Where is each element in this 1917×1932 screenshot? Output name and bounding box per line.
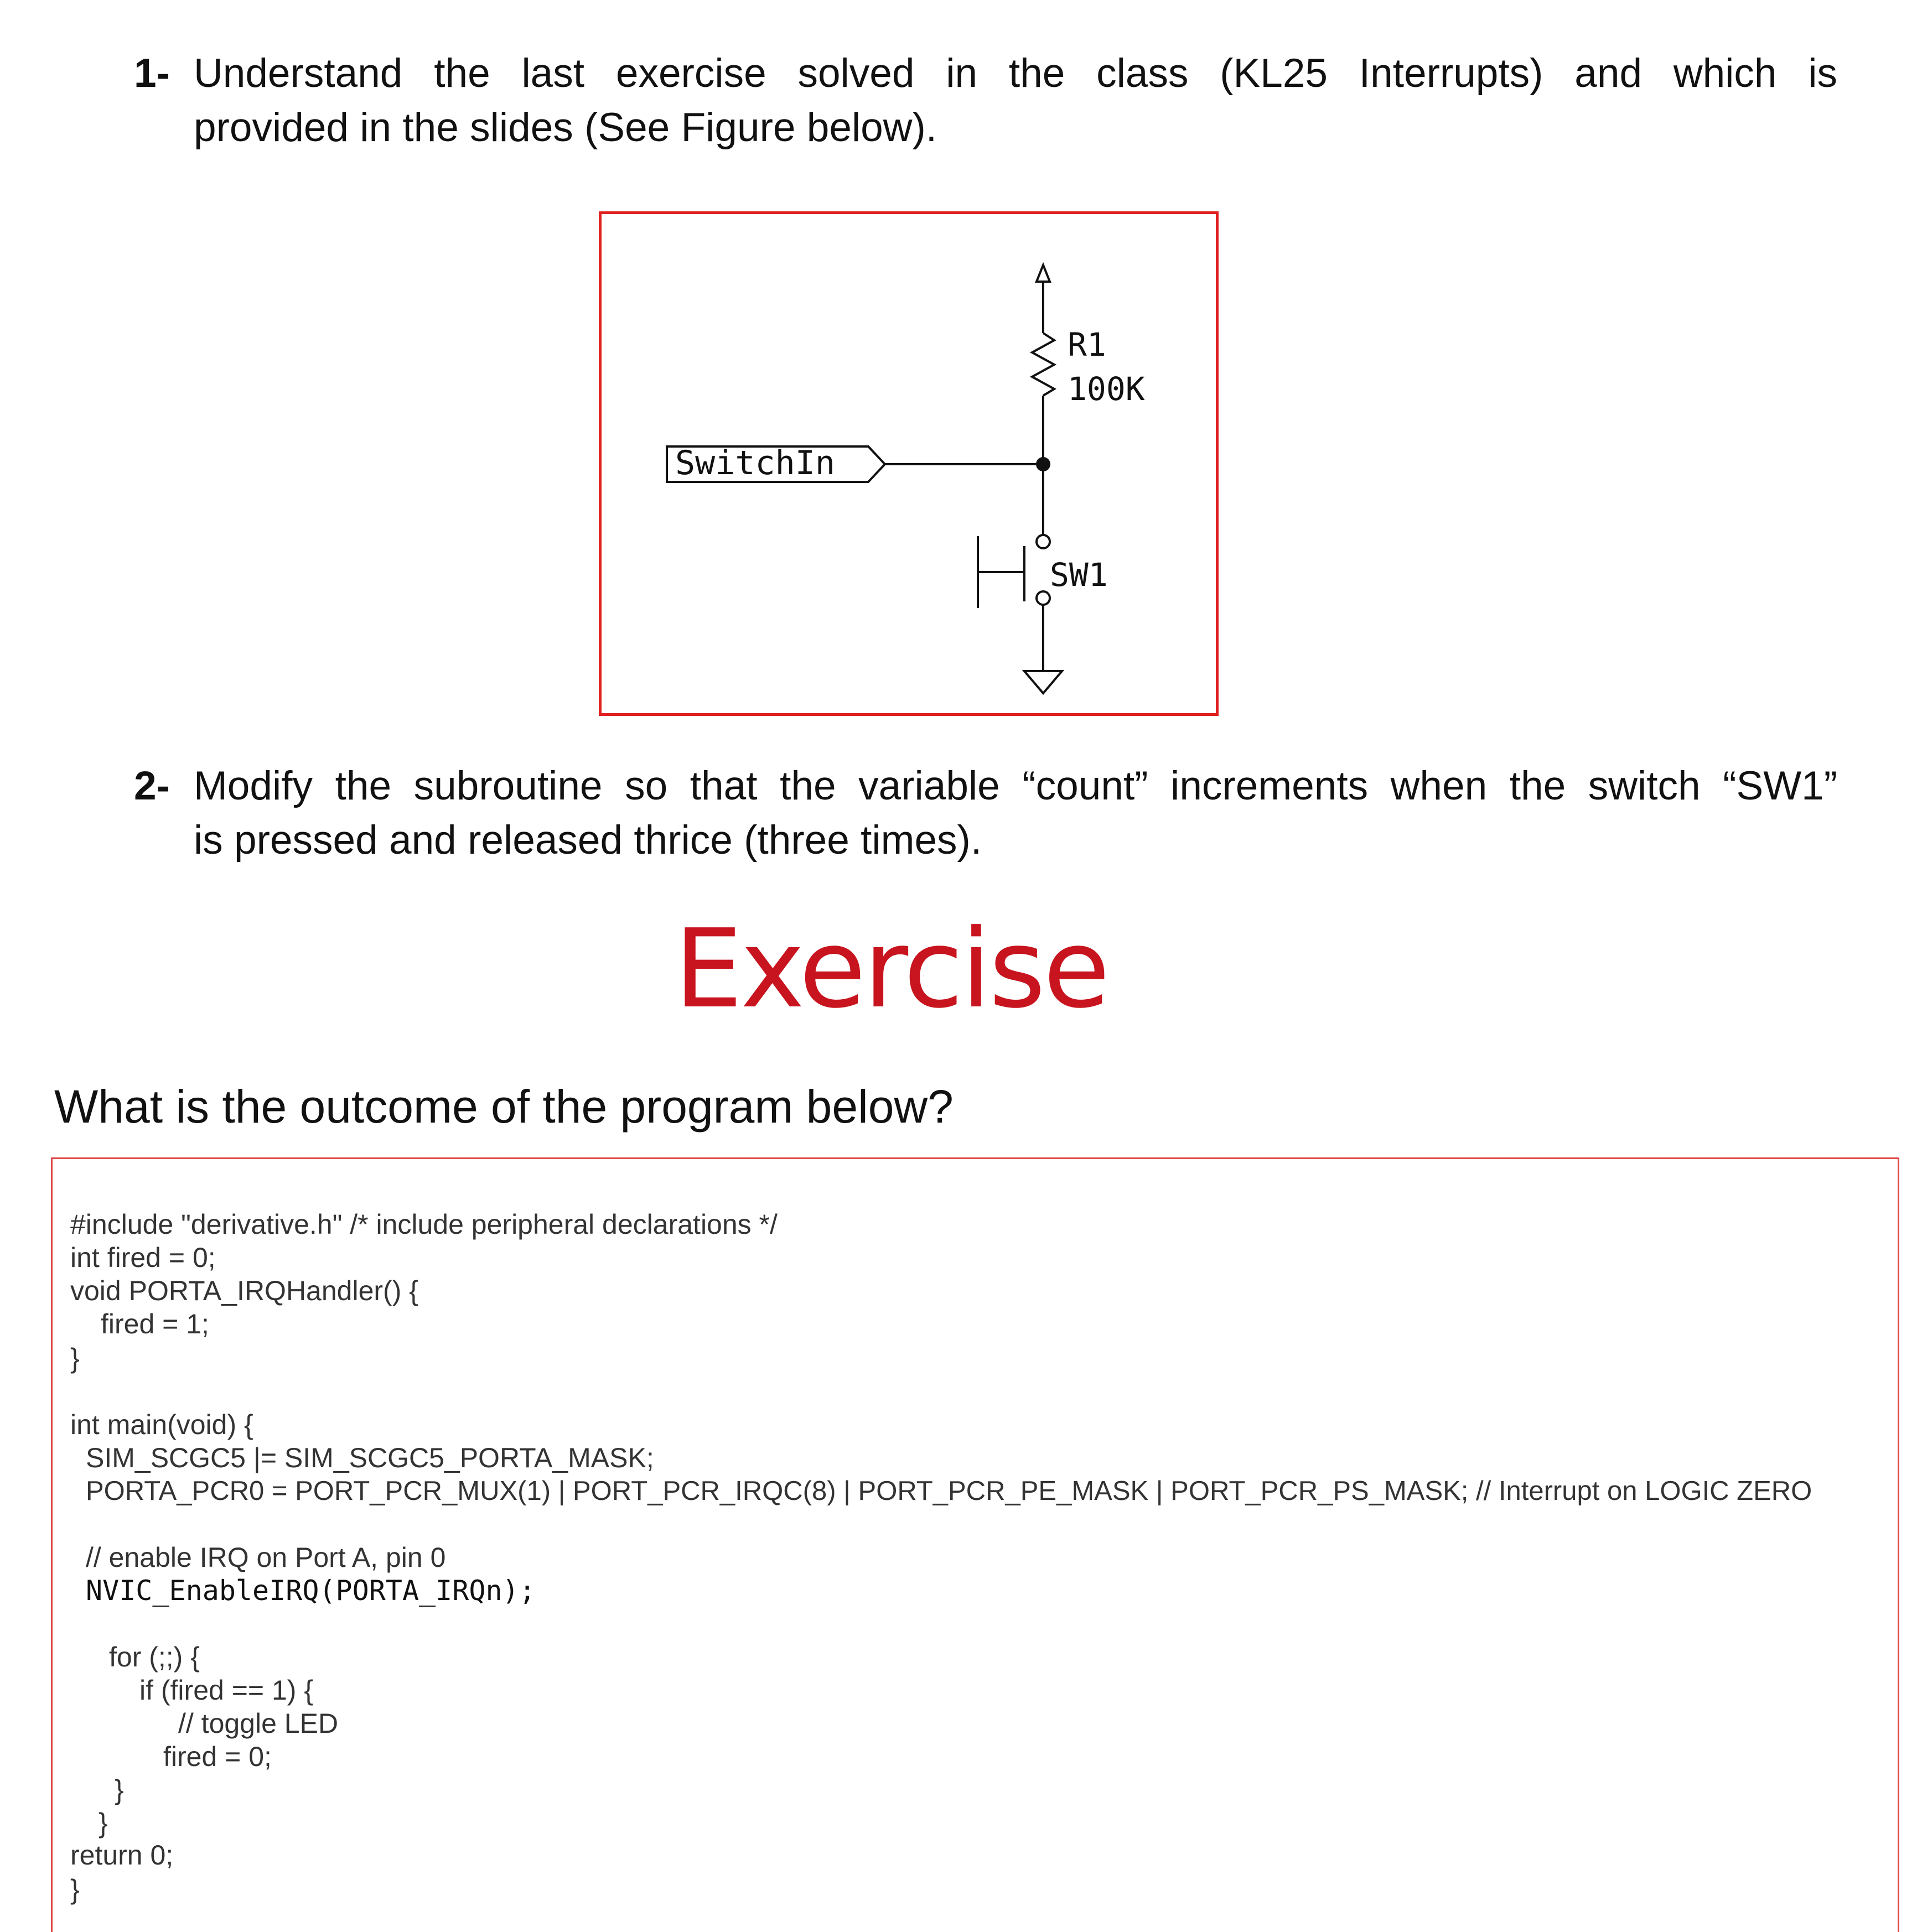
code-line: fired = 0; <box>163 1741 272 1772</box>
switch-top-contact <box>1037 535 1050 548</box>
code-line: #include "derivative.h" /* include peripheral declarations */ <box>70 1209 778 1240</box>
code-line: // enable IRQ on Port A, pin 0 <box>86 1542 446 1573</box>
code-listing <box>51 1157 1899 1932</box>
code-line: } <box>70 1343 80 1374</box>
item-text <box>194 46 1837 155</box>
code-line: } <box>115 1774 124 1805</box>
code-line: if (fired == 1) { <box>139 1675 314 1706</box>
code-line: fired = 1; <box>101 1308 209 1339</box>
code-line: int main(void) { <box>70 1409 253 1440</box>
code-line: } <box>70 1874 80 1905</box>
net-label-text: SwitchIn <box>675 444 835 482</box>
code-line: PORTA_PCR0 = PORT_PCR_MUX(1) | PORT_PCR_IRQC(8) | PORT_PCR_PE_MASK | PORT_PCR_PS_MASK; // Interrupt on LOGIC ZERO <box>86 1476 1812 1506</box>
resistor-label: R1 <box>1068 326 1106 363</box>
code-line: int fired = 0; <box>70 1242 216 1273</box>
item-text-line-2: provided in the slides (See Figure below). <box>194 105 937 150</box>
ground-symbol <box>1024 671 1062 693</box>
code-line: NVIC_EnableIRQ(PORTA_IRQn); <box>86 1575 536 1607</box>
code-line: // toggle LED <box>178 1708 339 1739</box>
schematic-diagram <box>602 214 1216 713</box>
exercise-heading: Exercise <box>674 906 1108 1032</box>
item-text-line-1: Understand the last exercise solved in the class (KL25 Interrupts) and which is <box>194 51 1837 96</box>
code-line: } <box>99 1808 108 1838</box>
resistor-value: 100K <box>1068 370 1145 408</box>
vcc-symbol <box>1037 265 1050 282</box>
item-text <box>194 759 1837 868</box>
code-line: SIM_SCGC5 |= SIM_SCGC5_PORTA_MASK; <box>86 1442 654 1473</box>
code-line: void PORTA_IRQHandler() { <box>70 1275 418 1306</box>
item-number: 1- <box>134 51 170 96</box>
item-text-line-2: is pressed and released thrice (three times). <box>194 818 982 863</box>
code-line: for (;;) { <box>109 1642 200 1673</box>
code-line: return 0; <box>70 1840 174 1871</box>
question-text: What is the outcome of the program below? <box>54 1081 954 1133</box>
schematic-figure <box>599 211 1219 716</box>
item-text-line-1: Modify the subroutine so that the variable “count” increments when the switch “SW1” <box>194 764 1837 808</box>
switch-label: SW1 <box>1050 556 1108 594</box>
resistor-r1 <box>1032 333 1054 396</box>
switch-bottom-contact <box>1037 591 1050 605</box>
item-number: 2- <box>134 764 170 808</box>
